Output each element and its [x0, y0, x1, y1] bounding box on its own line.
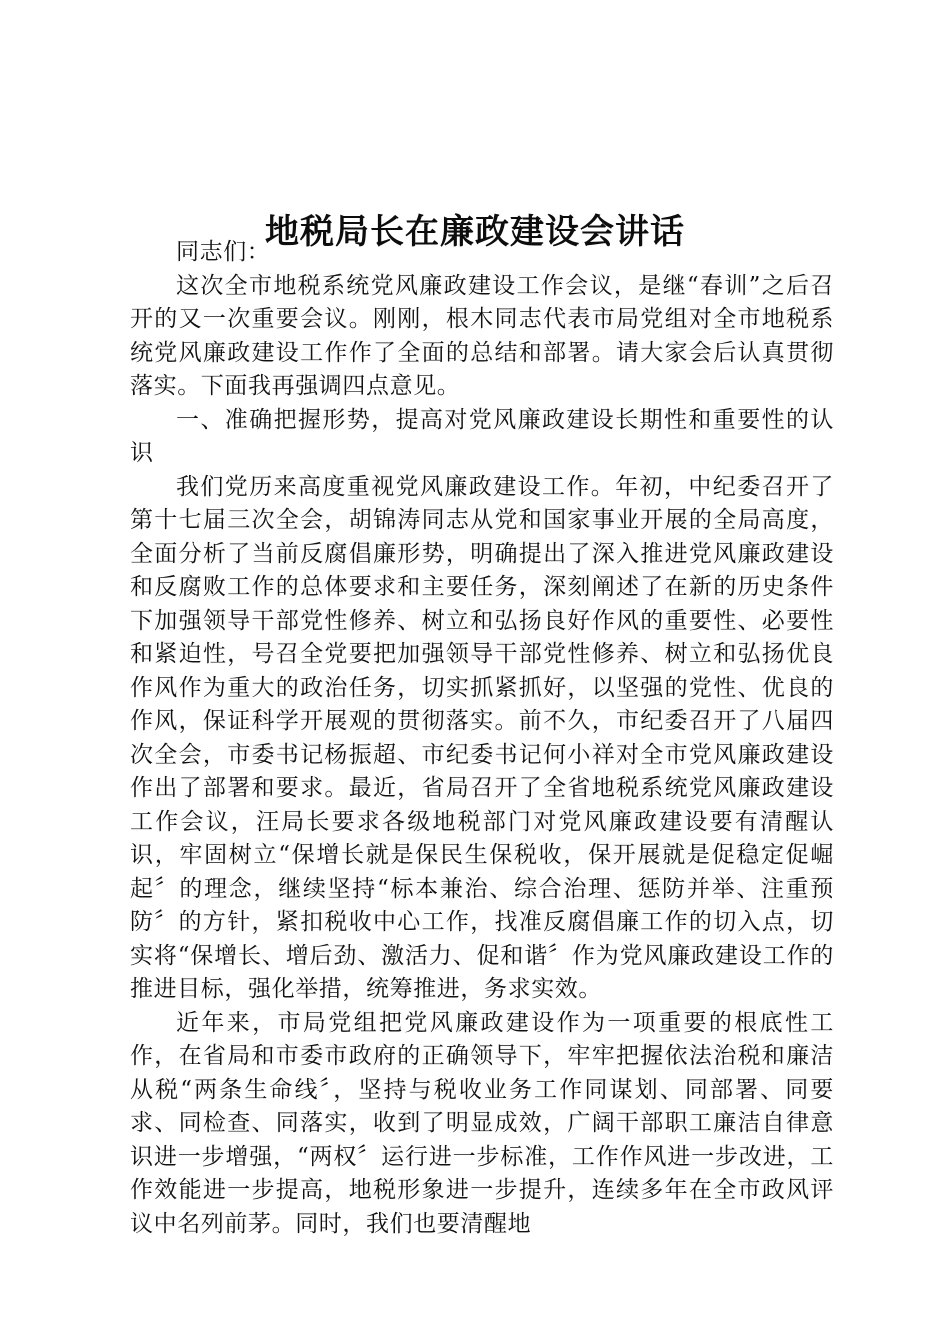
paragraph: 我们党历来高度重视党风廉政建设工作。年初，中纪委召开了第十七届三次全会，胡锦涛同志从党和国家事业开展的全局高度，全面分析了当前反腐倡廉形势，明确提出了深入推进党风廉政建设和反腐败工作的总体要求和主要任务，深刻阐述了在新的历史条件下加强领导干部党性修养、树立和弘扬良好作风的重要性、必要性和紧迫性，号召全党要把加强领导干部党性修养、树立和弘扬优良作风作为重大的政治任务，切实抓紧抓好，以坚强的党性、优良的作风，保证科学开展观的贯彻落实。前不久，市纪委召开了八届四次全会，市委书记杨振超、市纪委书记何小祥对全市党风廉政建设作出了部署和要求。最近，省局召开了全省地税系统党风廉政建设工作会议，汪局长要求各级地税部门对党风廉政建设要有清醒认识，牢固树立“保增长就是保民生保税收，保开展就是促稳定促崛起〞的理念，继续坚持“标本兼治、综合治理、惩防并举、注重预防〞的方针，紧扣税收中心工作，找准反腐倡廉工作的切入点，切实将“保增长、增后劲、激活力、促和谐〞作为党风廉政建设工作的推进目标，强化举措，统筹推进，务求实效。 — [130, 473, 834, 1002]
document-title: 地税局长在廉政建设会讲话 — [265, 211, 685, 252]
salutation: 同志们： — [176, 239, 271, 265]
section-heading: 一、准确把握形势，提高对党风廉政建设长期性和重要性的认识 — [130, 406, 834, 466]
paragraph-intro: 这次全市地税系统党风廉政建设工作会议，是继“春训”之后召开的又一次重要会议。刚刚，根木同志代表市局党组对全市地税系统党风廉政建设工作作了全面的总结和部署。请大家会后认真贯彻落实。下面我再强调四点意见。 — [130, 272, 834, 399]
document-body — [130, 236, 834, 1241]
paragraph: 近年来，市局党组把党风廉政建设作为一项重要的根底性工作，在省局和市委市政府的正确领导下，牢牢把握依法治税和廉洁从税“两条生命线〞，坚持与税收业务工作同谋划、同部署、同要求、同检查、同落实，收到了明显成效，广阔干部职工廉洁自律意识进一步增强，“两权〞运行进一步标准，工作作风进一步改进，工作效能进一步提高，地税形象进一步提升，连续多年在全市政风评议中名列前茅。同时，我们也要清醒地 — [130, 1009, 834, 1237]
